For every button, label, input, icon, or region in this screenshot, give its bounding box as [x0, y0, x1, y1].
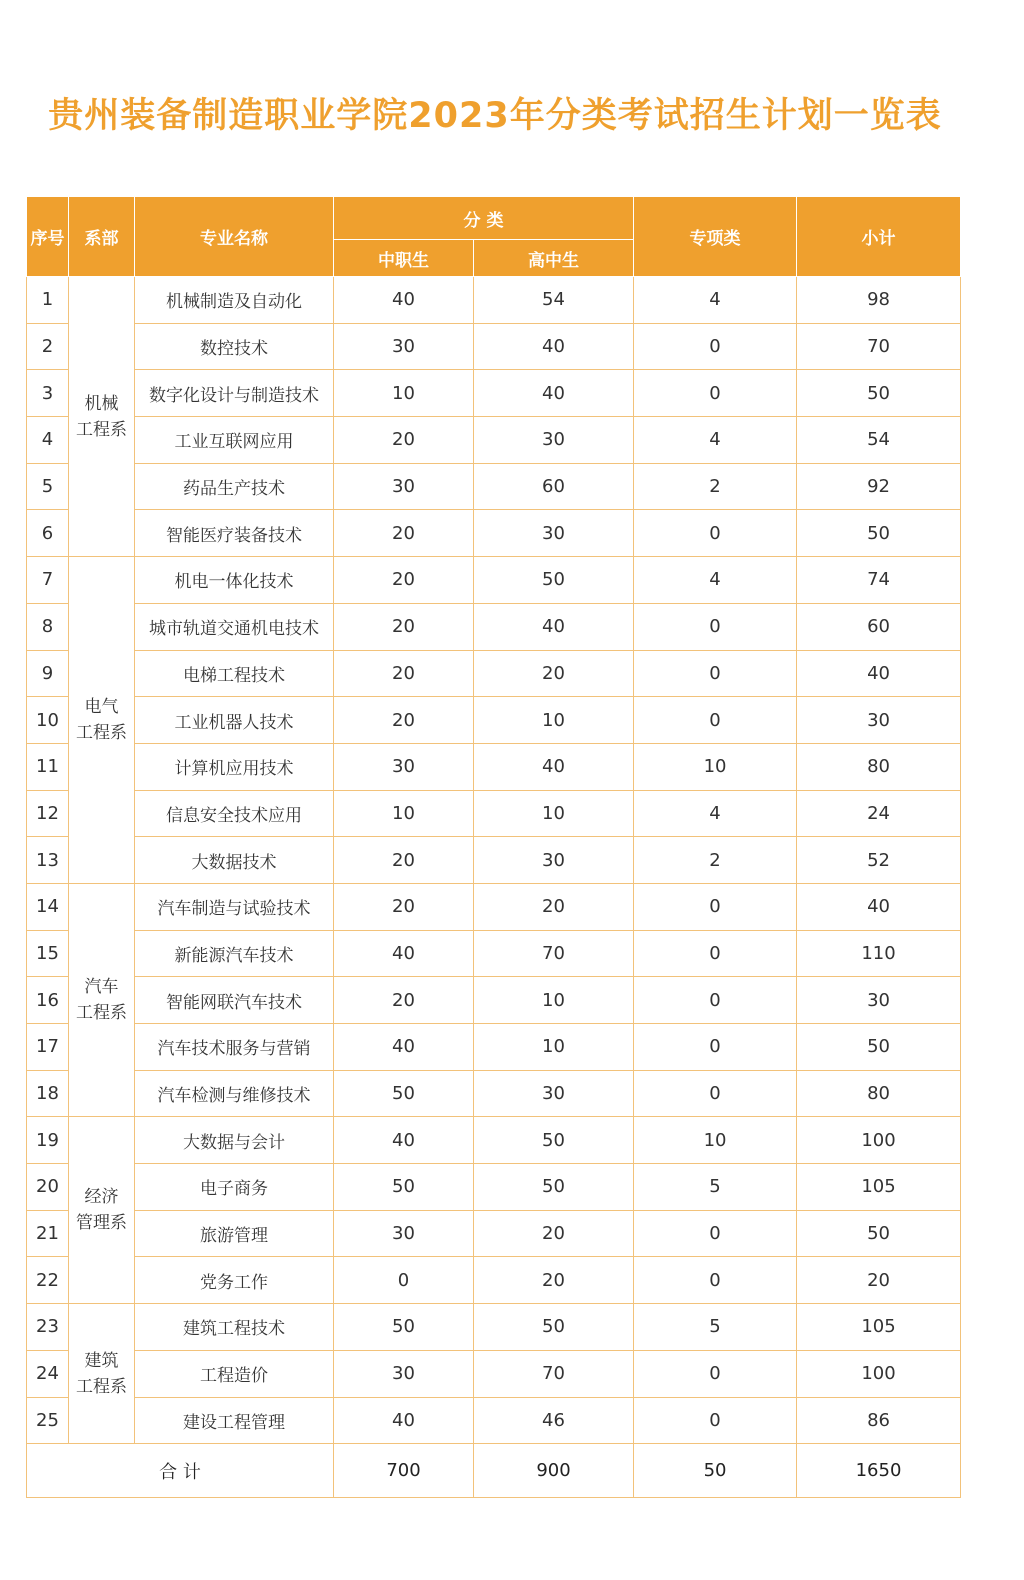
row-seq: 6 — [27, 510, 69, 557]
header-seq: 序号 — [27, 197, 69, 277]
row-zhongzhi: 20 — [334, 697, 474, 744]
row-special: 10 — [634, 1117, 797, 1164]
row-zhongzhi: 40 — [334, 930, 474, 977]
row-subtotal: 100 — [797, 1117, 961, 1164]
row-major: 信息安全技术应用 — [135, 790, 334, 837]
row-special: 4 — [634, 417, 797, 464]
row-major: 计算机应用技术 — [135, 743, 334, 790]
row-zhongzhi: 20 — [334, 557, 474, 604]
row-special: 4 — [634, 277, 797, 324]
row-subtotal: 60 — [797, 603, 961, 650]
row-subtotal: 86 — [797, 1397, 961, 1444]
row-major: 建设工程管理 — [135, 1397, 334, 1444]
table-row — [27, 1070, 961, 1117]
row-major: 旅游管理 — [135, 1210, 334, 1257]
row-subtotal: 20 — [797, 1257, 961, 1304]
row-subtotal: 92 — [797, 463, 961, 510]
row-zhongzhi: 50 — [334, 1164, 474, 1211]
row-subtotal: 105 — [797, 1304, 961, 1351]
row-gaozhong: 40 — [474, 323, 634, 370]
row-zhongzhi: 40 — [334, 1397, 474, 1444]
row-seq: 23 — [27, 1304, 69, 1351]
row-seq: 19 — [27, 1117, 69, 1164]
row-subtotal: 50 — [797, 370, 961, 417]
row-major: 智能网联汽车技术 — [135, 977, 334, 1024]
row-special: 2 — [634, 837, 797, 884]
row-gaozhong: 46 — [474, 1397, 634, 1444]
row-zhongzhi: 40 — [334, 1024, 474, 1071]
row-major: 机械制造及自动化 — [135, 277, 334, 324]
row-gaozhong: 54 — [474, 277, 634, 324]
row-zhongzhi: 20 — [334, 837, 474, 884]
total-row — [27, 1444, 961, 1498]
row-subtotal: 24 — [797, 790, 961, 837]
row-seq: 18 — [27, 1070, 69, 1117]
row-subtotal: 74 — [797, 557, 961, 604]
dept-name-line1: 汽车 — [84, 977, 119, 998]
row-special: 0 — [634, 650, 797, 697]
row-subtotal: 80 — [797, 1070, 961, 1117]
row-subtotal: 98 — [797, 277, 961, 324]
row-subtotal: 40 — [797, 883, 961, 930]
table-row — [27, 930, 961, 977]
table-row — [27, 557, 961, 604]
table-row — [27, 277, 961, 324]
row-zhongzhi: 30 — [334, 1350, 474, 1397]
table-row — [27, 697, 961, 744]
row-major: 数控技术 — [135, 323, 334, 370]
table-row — [27, 1350, 961, 1397]
row-major: 机电一体化技术 — [135, 557, 334, 604]
row-zhongzhi: 0 — [334, 1257, 474, 1304]
table-row — [27, 603, 961, 650]
row-seq: 7 — [27, 557, 69, 604]
row-special: 0 — [634, 510, 797, 557]
row-seq: 24 — [27, 1350, 69, 1397]
row-special: 5 — [634, 1304, 797, 1351]
row-gaozhong: 10 — [474, 1024, 634, 1071]
row-subtotal: 110 — [797, 930, 961, 977]
row-seq: 3 — [27, 370, 69, 417]
row-subtotal: 105 — [797, 1164, 961, 1211]
row-zhongzhi: 30 — [334, 463, 474, 510]
row-seq: 25 — [27, 1397, 69, 1444]
row-gaozhong: 40 — [474, 370, 634, 417]
dept-name-line2: 工程系 — [76, 1376, 127, 1397]
table-row — [27, 1257, 961, 1304]
row-gaozhong: 70 — [474, 930, 634, 977]
total-zhongzhi: 700 — [334, 1444, 474, 1498]
row-gaozhong: 70 — [474, 1350, 634, 1397]
row-special: 2 — [634, 463, 797, 510]
row-seq: 20 — [27, 1164, 69, 1211]
row-seq: 9 — [27, 650, 69, 697]
dept-cell — [69, 1304, 135, 1444]
row-special: 0 — [634, 883, 797, 930]
row-major: 大数据技术 — [135, 837, 334, 884]
dept-name-line2: 工程系 — [76, 1003, 127, 1024]
row-subtotal: 70 — [797, 323, 961, 370]
dept-cell — [69, 557, 135, 884]
row-major: 城市轨道交通机电技术 — [135, 603, 334, 650]
dept-name-line1: 机械 — [84, 393, 119, 414]
row-gaozhong: 30 — [474, 417, 634, 464]
total-gaozhong: 900 — [474, 1444, 634, 1498]
row-special: 0 — [634, 323, 797, 370]
row-gaozhong: 30 — [474, 510, 634, 557]
row-seq: 4 — [27, 417, 69, 464]
row-subtotal: 30 — [797, 697, 961, 744]
row-special: 0 — [634, 1257, 797, 1304]
row-subtotal: 80 — [797, 743, 961, 790]
row-special: 0 — [634, 1397, 797, 1444]
row-special: 0 — [634, 1070, 797, 1117]
row-major: 工业机器人技术 — [135, 697, 334, 744]
table-row — [27, 1397, 961, 1444]
row-seq: 8 — [27, 603, 69, 650]
row-special: 0 — [634, 370, 797, 417]
table-row — [27, 837, 961, 884]
row-major: 数字化设计与制造技术 — [135, 370, 334, 417]
row-gaozhong: 20 — [474, 1257, 634, 1304]
row-zhongzhi: 10 — [334, 370, 474, 417]
row-gaozhong: 10 — [474, 977, 634, 1024]
row-special: 0 — [634, 603, 797, 650]
table-row — [27, 510, 961, 557]
row-subtotal: 40 — [797, 650, 961, 697]
row-major: 汽车检测与维修技术 — [135, 1070, 334, 1117]
table-row — [27, 463, 961, 510]
page-title: 贵州装备制造职业学院2023年分类考试招生计划一览表 — [48, 96, 942, 136]
row-seq: 5 — [27, 463, 69, 510]
row-major: 汽车制造与试验技术 — [135, 883, 334, 930]
row-zhongzhi: 40 — [334, 1117, 474, 1164]
dept-name-line2: 管理系 — [76, 1213, 127, 1234]
row-seq: 17 — [27, 1024, 69, 1071]
row-seq: 22 — [27, 1257, 69, 1304]
row-gaozhong: 20 — [474, 883, 634, 930]
row-special: 4 — [634, 557, 797, 604]
row-major: 药品生产技术 — [135, 463, 334, 510]
row-seq: 13 — [27, 837, 69, 884]
table-row — [27, 417, 961, 464]
table-row — [27, 1304, 961, 1351]
total-special: 50 — [634, 1444, 797, 1498]
header-subtotal: 小计 — [797, 197, 961, 277]
row-special: 0 — [634, 977, 797, 1024]
dept-name-line1: 建筑 — [84, 1350, 119, 1371]
row-zhongzhi: 20 — [334, 650, 474, 697]
table-body — [27, 277, 961, 1444]
row-zhongzhi: 50 — [334, 1304, 474, 1351]
row-seq: 16 — [27, 977, 69, 1024]
row-gaozhong: 50 — [474, 1164, 634, 1211]
row-gaozhong: 50 — [474, 1117, 634, 1164]
row-seq: 12 — [27, 790, 69, 837]
header-major: 专业名称 — [135, 197, 334, 277]
row-major: 汽车技术服务与营销 — [135, 1024, 334, 1071]
row-special: 5 — [634, 1164, 797, 1211]
row-seq: 10 — [27, 697, 69, 744]
row-major: 电子商务 — [135, 1164, 334, 1211]
row-major: 新能源汽车技术 — [135, 930, 334, 977]
row-gaozhong: 10 — [474, 697, 634, 744]
table-row — [27, 743, 961, 790]
row-gaozhong: 30 — [474, 837, 634, 884]
row-subtotal: 100 — [797, 1350, 961, 1397]
row-zhongzhi: 50 — [334, 1070, 474, 1117]
row-gaozhong: 40 — [474, 603, 634, 650]
row-seq: 14 — [27, 883, 69, 930]
dept-cell — [69, 1117, 135, 1304]
row-seq: 2 — [27, 323, 69, 370]
dept-cell — [69, 883, 135, 1116]
table-row — [27, 790, 961, 837]
dept-name-line2: 工程系 — [76, 723, 127, 744]
table-row — [27, 323, 961, 370]
row-major: 工业互联网应用 — [135, 417, 334, 464]
table-row — [27, 370, 961, 417]
dept-name-line2: 工程系 — [76, 419, 127, 440]
row-subtotal: 52 — [797, 837, 961, 884]
row-zhongzhi: 20 — [334, 883, 474, 930]
row-gaozhong: 30 — [474, 1070, 634, 1117]
table-row — [27, 1024, 961, 1071]
row-special: 4 — [634, 790, 797, 837]
row-subtotal: 54 — [797, 417, 961, 464]
row-zhongzhi: 30 — [334, 743, 474, 790]
enrollment-plan-table — [26, 196, 961, 1498]
dept-name-line1: 电气 — [84, 697, 119, 718]
row-gaozhong: 20 — [474, 1210, 634, 1257]
row-zhongzhi: 30 — [334, 1210, 474, 1257]
row-seq: 15 — [27, 930, 69, 977]
row-special: 0 — [634, 1210, 797, 1257]
row-major: 电梯工程技术 — [135, 650, 334, 697]
table-row — [27, 650, 961, 697]
row-major: 工程造价 — [135, 1350, 334, 1397]
row-major: 建筑工程技术 — [135, 1304, 334, 1351]
row-zhongzhi: 10 — [334, 790, 474, 837]
row-gaozhong: 50 — [474, 1304, 634, 1351]
header-special: 专项类 — [634, 197, 797, 277]
row-gaozhong: 10 — [474, 790, 634, 837]
row-zhongzhi: 20 — [334, 977, 474, 1024]
row-zhongzhi: 20 — [334, 603, 474, 650]
table-row — [27, 977, 961, 1024]
row-zhongzhi: 40 — [334, 277, 474, 324]
table-header — [27, 197, 961, 277]
table-row — [27, 1210, 961, 1257]
table-row — [27, 883, 961, 930]
row-subtotal: 50 — [797, 1210, 961, 1257]
row-gaozhong: 20 — [474, 650, 634, 697]
row-gaozhong: 60 — [474, 463, 634, 510]
row-major: 大数据与会计 — [135, 1117, 334, 1164]
row-seq: 11 — [27, 743, 69, 790]
row-subtotal: 30 — [797, 977, 961, 1024]
row-zhongzhi: 30 — [334, 323, 474, 370]
table-footer — [27, 1444, 961, 1498]
row-subtotal: 50 — [797, 1024, 961, 1071]
header-category: 分 类 — [334, 197, 634, 240]
row-zhongzhi: 20 — [334, 417, 474, 464]
row-special: 0 — [634, 697, 797, 744]
table-row — [27, 1164, 961, 1211]
row-zhongzhi: 20 — [334, 510, 474, 557]
table-row — [27, 1117, 961, 1164]
row-gaozhong: 40 — [474, 743, 634, 790]
row-special: 0 — [634, 1350, 797, 1397]
row-special: 0 — [634, 930, 797, 977]
row-seq: 21 — [27, 1210, 69, 1257]
total-label: 合 计 — [27, 1444, 334, 1498]
row-subtotal: 50 — [797, 510, 961, 557]
row-gaozhong: 50 — [474, 557, 634, 604]
dept-cell — [69, 277, 135, 557]
row-seq: 1 — [27, 277, 69, 324]
header-gaozhong: 高中生 — [474, 240, 634, 277]
dept-name-line1: 经济 — [84, 1187, 119, 1208]
header-zhongzhi: 中职生 — [334, 240, 474, 277]
row-major: 党务工作 — [135, 1257, 334, 1304]
row-major: 智能医疗装备技术 — [135, 510, 334, 557]
total-subtotal: 1650 — [797, 1444, 961, 1498]
row-special: 0 — [634, 1024, 797, 1071]
row-special: 10 — [634, 743, 797, 790]
header-dept: 系部 — [69, 197, 135, 277]
